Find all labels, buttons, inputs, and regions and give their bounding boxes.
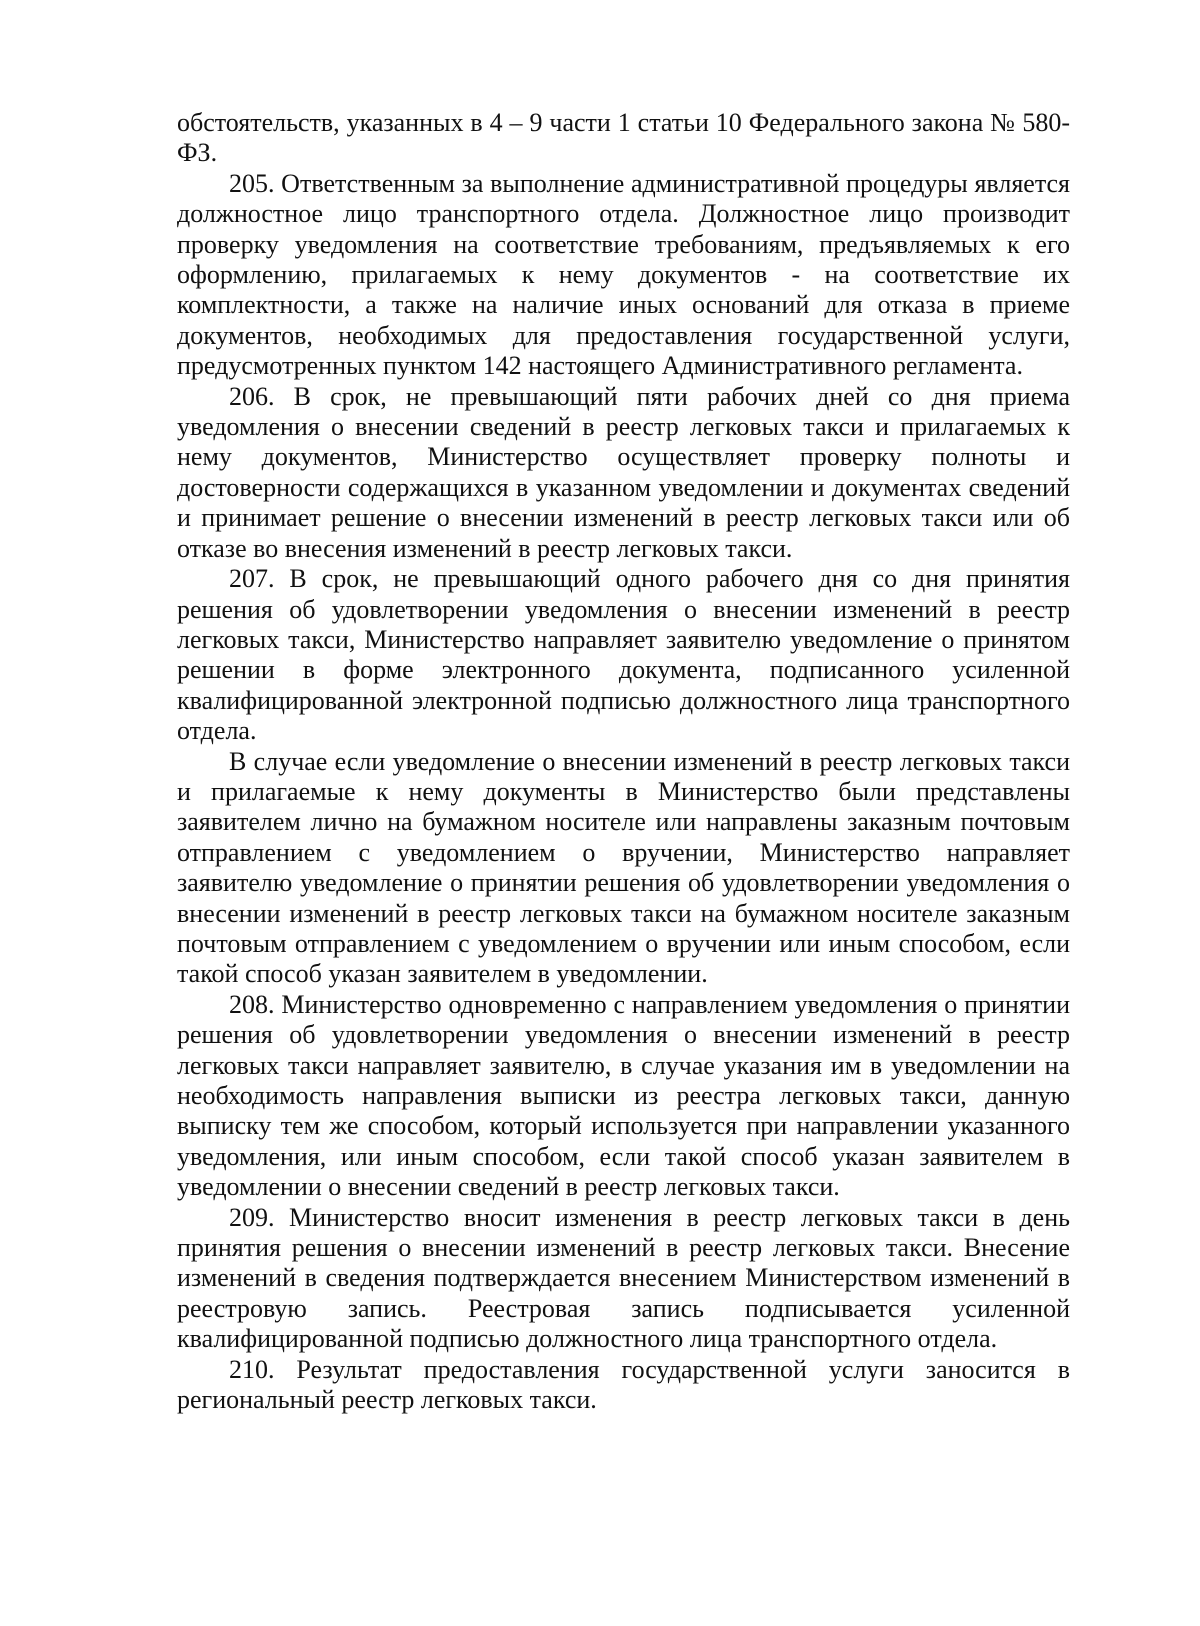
paragraph-206: 206. В срок, не превышающий пяти рабочих дней со дня приема уведомления о внесении сведений в реестр легковых такси и прилагаемых к нему документов, Министерство осуществляет проверку полноты и достоверности содержащихся в указанном уведомлении и документах сведений и принимает решение о внесении изменений в реестр легковых такси или об отказе во внесения изменений в реестр легковых такси. xyxy=(177,381,1070,563)
paragraph-208: 208. Министерство одновременно с направлением уведомления о принятии решения об удовлетворении уведомления о внесении изменений в реестр легковых такси направляет заявителю, в случае указания им в уведомлении на необходимость направления выписки из реестра легковых такси, данную выписку тем же способом, который используется при направлении указанного уведомления, или иным способом, если такой способ указан заявителем в уведомлении о внесении сведений в реестр легковых такси. xyxy=(177,989,1070,1202)
paragraph-continuation: обстоятельств, указанных в 4 – 9 части 1 статьи 10 Федерального закона № 580-ФЗ. xyxy=(177,108,1070,168)
paragraph-209: 209. Министерство вносит изменения в реестр легковых такси в день принятия решения о внесении изменений в реестр легковых такси. Внесение изменений в сведения подтверждается внесением Министерством изменений в реестровую запись. Реестровая запись подписывается усиленной квалифицированной подписью должностного лица транспортного отдела. xyxy=(177,1202,1070,1354)
paragraph-207: 207. В срок, не превышающий одного рабочего дня со дня принятия решения об удовлетворении уведомления о внесении изменений в реестр легковых такси, Министерство направляет заявителю уведомление о принятом решении в форме электронного документа, подписанного усиленной квалифицированной электронной подписью должностного лица транспортного отдела. xyxy=(177,564,1070,746)
paragraph-207-case: В случае если уведомление о внесении изменений в реестр легковых такси и прилагаемые к нему документы в Министерство были представлены заявителем лично на бумажном носителе или направлены заказным почтовым отправлением с уведомлением о вручении, Министерство направляет заявителю уведомление о принятии решения об удовлетворении уведомления о внесении изменений в реестр легковых такси на бумажном носителе заказным почтовым отправлением с уведомлением о вручении или иным способом, если такой способ указан заявителем в уведомлении. xyxy=(177,746,1070,989)
paragraph-210: 210. Результат предоставления государственной услуги заносится в региональный реестр легковых такси. xyxy=(177,1354,1070,1415)
paragraph-205: 205. Ответственным за выполнение административной процедуры является должностное лицо транспортного отдела. Должностное лицо производит проверку уведомления на соответствие требованиям, предъявляемых к его оформлению, прилагаемых к нему документов - на соответствие их комплектности, а также на наличие иных оснований для отказа в приеме документов, необходимых для предоставления государственной услуги, предусмотренных пунктом 142 настоящего Административного регламента. xyxy=(177,168,1070,381)
document-body xyxy=(177,108,1070,1415)
